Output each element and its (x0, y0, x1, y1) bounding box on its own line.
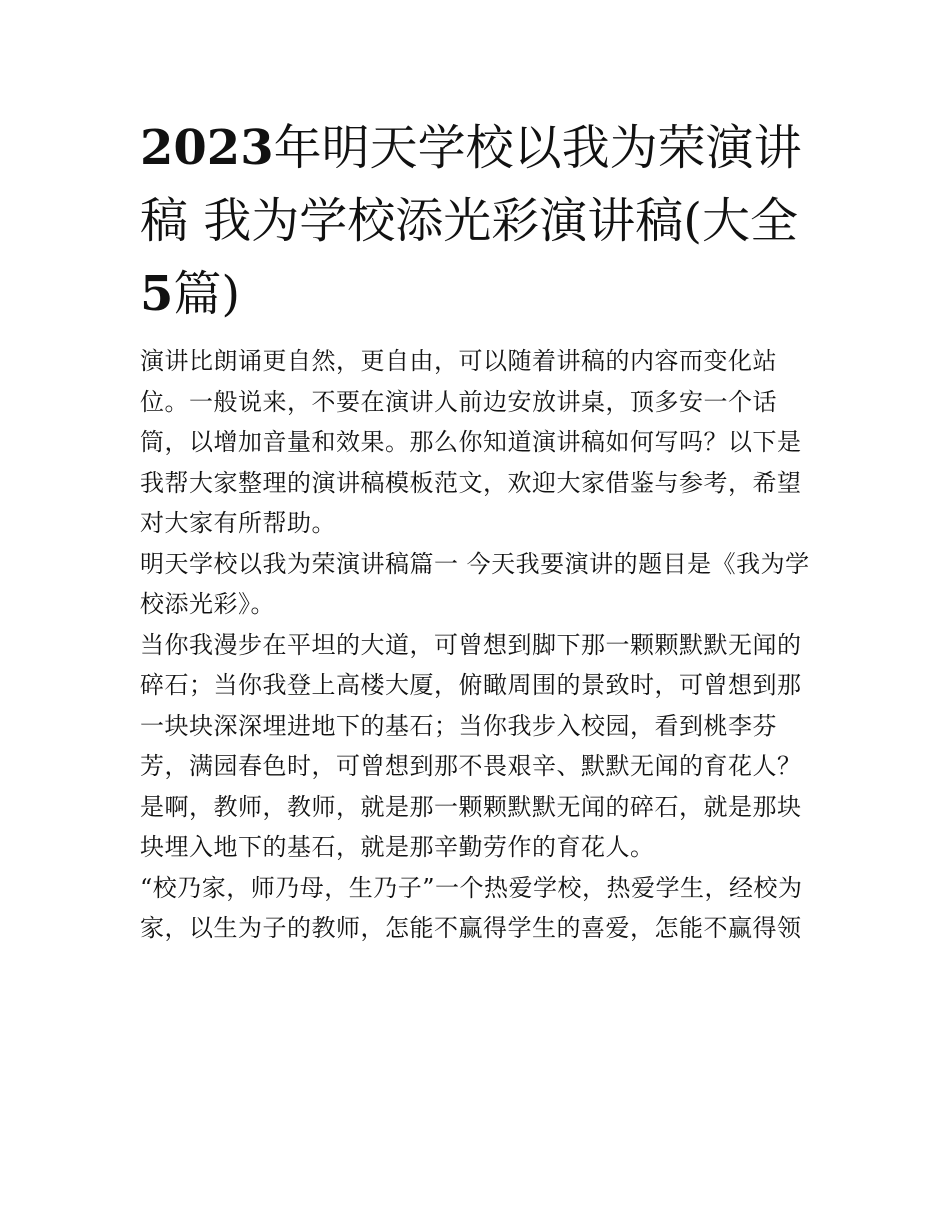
paragraph-section-heading: 明天学校以我为荣演讲稿篇一 今天我要演讲的题目是《我为学校添光彩》。 (140, 549, 810, 618)
paragraph-body-1: 当你我漫步在平坦的大道，可曾想到脚下那一颗颗默默无闻的碎石；当你我登上高楼大厦，俯瞰周围的景致时，可曾想到那一块块深深埋进地下的基石；当你我步入校园，看到桃李芬芳，满园春色时，可曾想到那不畏艰辛、默默无闻的育花人？是啊，教师，教师，就是那一颗颗默默无闻的碎石，就是那块块埋入地下的基石，就是那辛勤劳作的育花人。 (140, 630, 802, 861)
document-body (140, 341, 815, 949)
document-title (140, 112, 815, 331)
paragraph-body-2: “校乃家，师乃母，生乃子”一个热爱学校，热爱学生，经校为家，以生为子的教师，怎能不赢得学生的喜爱，怎能不赢得领 (140, 873, 803, 942)
title-count: 5 (140, 266, 174, 322)
title-year: 2023 (140, 120, 274, 176)
title-text-part2: 篇) (173, 266, 241, 322)
title-text-part1: 年明天学校以我为荣演讲稿 我为学校添光彩演讲稿(大全 (140, 120, 802, 249)
document-content (140, 112, 815, 949)
paragraph-intro: 演讲比朗诵更自然，更自由，可以随着讲稿的内容而变化站位。一般说来，不要在演讲人前边安放讲桌，顶多安一个话筒，以增加音量和效果。那么你知道演讲稿如何写吗？以下是我帮大家整理的演讲稿模板范文，欢迎大家借鉴与参考，希望对大家有所帮助。 (140, 347, 802, 537)
